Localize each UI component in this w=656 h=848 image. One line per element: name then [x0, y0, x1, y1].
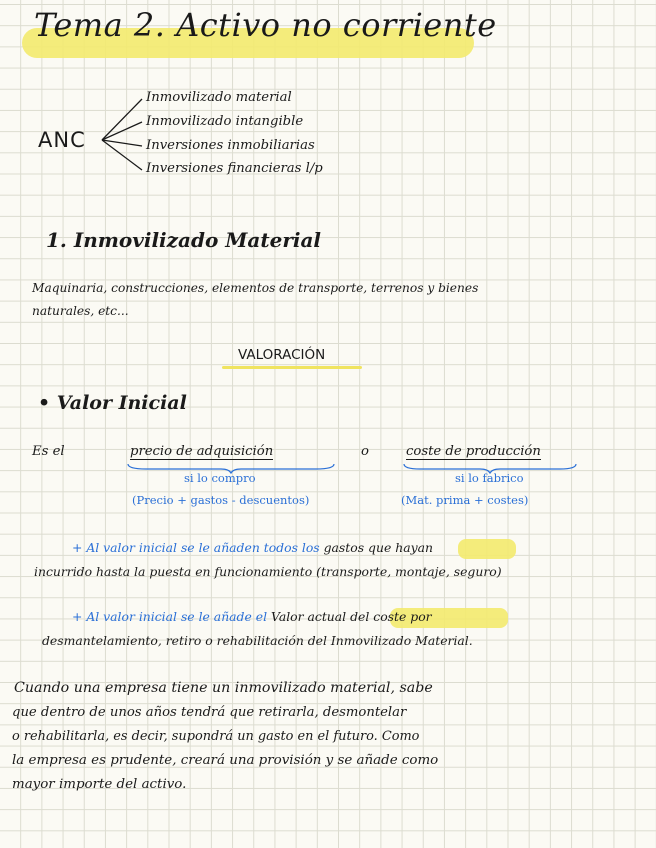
plus1-text-a: + Al valor inicial se le añaden todos los	[72, 540, 320, 555]
coste-produccion: coste de producción	[406, 444, 541, 459]
paragraph-line: mayor importe del activo.	[12, 777, 187, 792]
formula-precio: (Precio + gastos - descuentos)	[132, 493, 310, 507]
paragraph-line: o rehabilitarla, es decir, supondrá un gasto en el futuro. Como	[12, 729, 420, 744]
anc-item: Inversiones financieras l/p	[146, 161, 323, 176]
intro-line: Maquinaria, construcciones, elementos de transporte, terrenos y bienes	[32, 281, 479, 295]
si-fabrico: si lo fabrico	[455, 471, 524, 485]
plus2-line	[72, 609, 432, 624]
anc-item: Inmovilizado intangible	[146, 114, 304, 129]
plus1-text-b: que hayan	[368, 540, 433, 555]
paragraph-line: la empresa es prudente, creará una provisión y se añade como	[12, 753, 439, 768]
plus1-line	[72, 540, 433, 555]
valoracion-heading: VALORACIÓN	[238, 347, 326, 363]
valoracion-underline	[222, 366, 362, 369]
paragraph-line: Cuando una empresa tiene un inmovilizado material, sabe	[14, 680, 433, 696]
plus1-line2: incurrido hasta la puesta en funcionamiento (transporte, montaje, seguro)	[34, 564, 502, 579]
anc-item: Inversiones inmobiliarias	[146, 138, 315, 153]
gastos-highlight	[458, 539, 516, 559]
plus2-text-b: del coste por	[350, 609, 432, 624]
plus2-highlighted: Valor actual	[271, 609, 347, 624]
valor-inicial-heading: • Valor Inicial	[38, 392, 187, 414]
paragraph-line: que dentro de unos años tendrá que retirarla, desmontelar	[12, 705, 407, 720]
precio-adquisicion: precio de adquisición	[130, 444, 274, 459]
anc-label: ANC	[38, 128, 86, 152]
plus1-highlighted: gastos	[323, 540, 365, 555]
anc-item: Inmovilizado material	[146, 90, 292, 105]
intro-line: naturales, etc...	[32, 304, 129, 318]
o-text: o	[361, 444, 369, 459]
plus2-line2: desmantelamiento, retiro o rehabilitación del Inmovilizado Material.	[42, 633, 473, 648]
plus2-text-a: + Al valor inicial se le añade el	[72, 609, 268, 624]
formula-coste: (Mat. prima + costes)	[401, 493, 529, 507]
si-compro: si lo compro	[184, 471, 256, 485]
page-title: Tema 2. Activo no corriente	[34, 6, 497, 44]
es-el-text: Es el	[32, 444, 65, 459]
section-heading: 1. Inmovilizado Material	[46, 228, 322, 252]
